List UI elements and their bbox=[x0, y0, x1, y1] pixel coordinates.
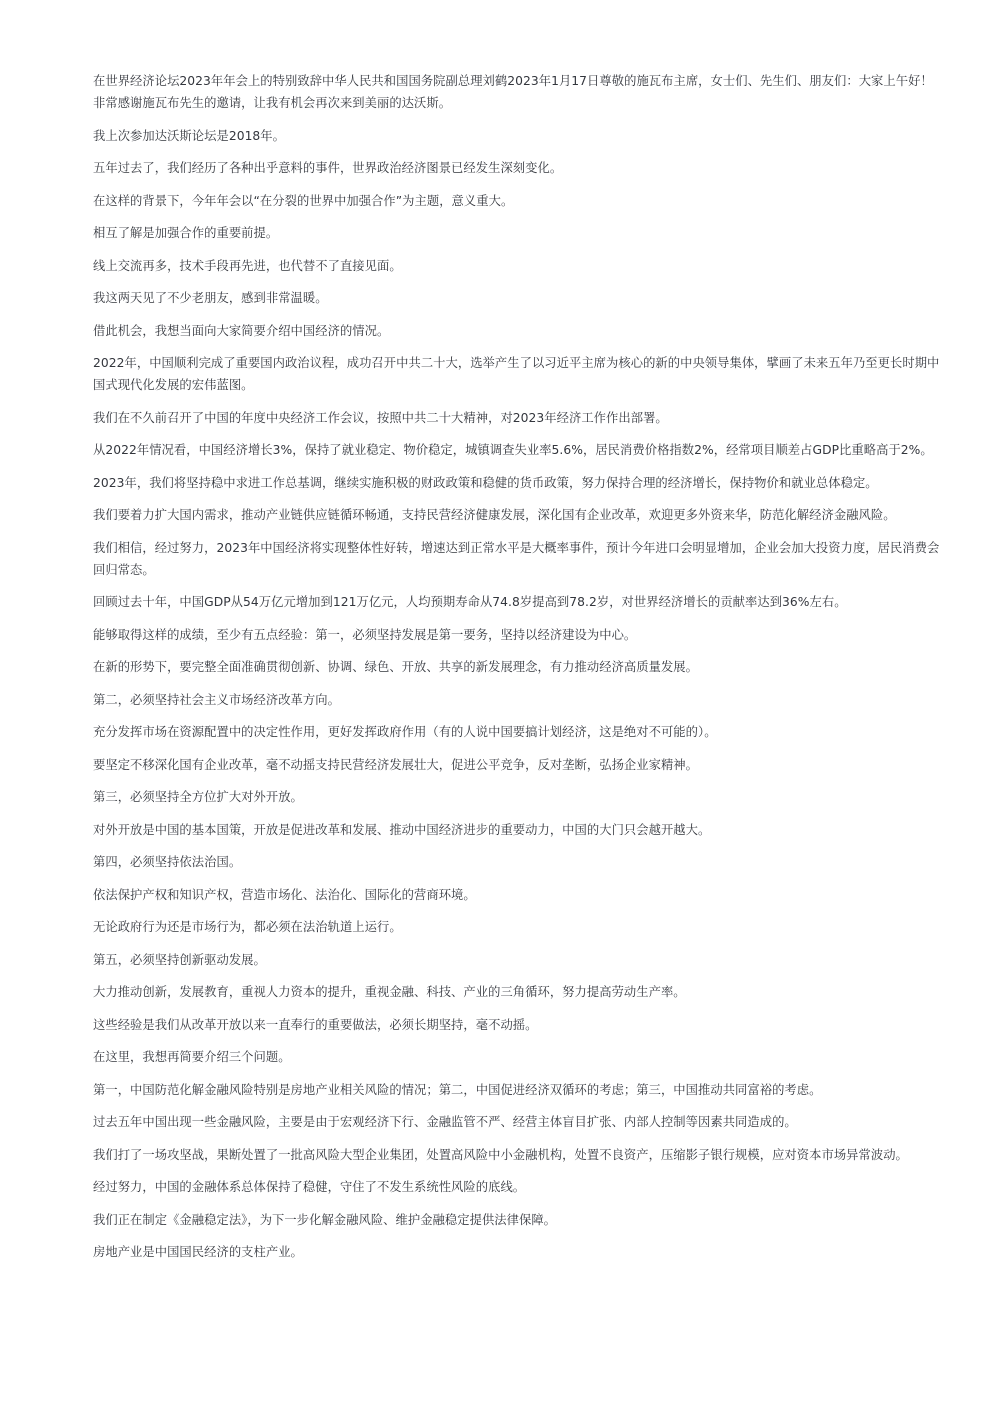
paragraph: 线上交流再多，技术手段再先进，也代替不了直接见面。 bbox=[93, 258, 402, 273]
paragraph: 2023年，我们将坚持稳中求进工作总基调，继续实施积极的财政政策和稳健的货币政策，努力保持合理的经济增长，保持物价和就业总体稳定。 bbox=[93, 475, 878, 490]
paragraph: 这些经验是我们从改革开放以来一直奉行的重要做法，必须长期坚持，毫不动摇。 bbox=[93, 1017, 538, 1032]
paragraph: 第五，必须坚持创新驱动发展。 bbox=[93, 952, 266, 967]
paragraph: 过去五年中国出现一些金融风险，主要是由于宏观经济下行、金融监管不严、经营主体盲目扩张、内部人控制等因素共同造成的。 bbox=[93, 1115, 797, 1129]
paragraph: 房地产业是中国国民经济的支柱产业。 bbox=[93, 1245, 303, 1259]
paragraph: 大力推动创新，发展教育，重视人力资本的提升，重视金融、科技、产业的三角循环，努力提高劳动生产率。 bbox=[93, 985, 686, 999]
paragraph: 经过努力，中国的金融体系总体保持了稳健，守住了不发生系统性风险的底线。 bbox=[93, 1180, 526, 1194]
paragraph: 第一，中国防范化解金融风险特别是房地产业相关风险的情况；第二，中国促进经济双循环的考虑；第三，中国推动共同富裕的考虑。 bbox=[93, 1082, 822, 1097]
paragraph: 要坚定不移深化国有企业改革，毫不动摇支持民营经济发展壮大，促进公平竞争，反对垄断，弘扬企业家精神。 bbox=[93, 757, 698, 772]
paragraph: 从2022年情况看，中国经济增长3%，保持了就业稳定、物价稳定，城镇调查失业率5.6%，居民消费价格指数2%，经常项目顺差占GDP比重略高于2%。 bbox=[93, 443, 933, 457]
paragraph: 能够取得这样的成绩，至少有五点经验：第一，必须坚持发展是第一要务，坚持以经济建设为中心。 bbox=[93, 627, 637, 642]
paragraph: 无论政府行为还是市场行为，都必须在法治轨道上运行。 bbox=[93, 920, 402, 934]
paragraph: 在世界经济论坛2023年年会上的特别致辞中华人民共和国国务院副总理刘鹤2023年1月17日尊敬的施瓦布主席，女士们、先生们、朋友们：大家上午好！非常感谢施瓦布先生的邀请，让我有机会再次来到美丽的达沃斯。 bbox=[93, 74, 933, 110]
paragraph: 2022年，中国顺利完成了重要国内政治议程，成功召开中共二十大，选举产生了以习近平主席为核心的新的中央领导集体，擘画了未来五年乃至更长时期中国式现代化发展的宏伟蓝图。 bbox=[93, 356, 940, 392]
paragraph: 相互了解是加强合作的重要前提。 bbox=[93, 226, 279, 240]
paragraph: 我们相信，经过努力，2023年中国经济将实现整体性好转，增速达到正常水平是大概率事件，预计今年进口会明显增加，企业会加大投资力度，居民消费会回归常态。 bbox=[93, 540, 940, 577]
paragraph: 第四，必须坚持依法治国。 bbox=[93, 855, 242, 869]
paragraph: 在这样的背景下，今年年会以“在分裂的世界中加强合作”为主题，意义重大。 bbox=[93, 193, 514, 208]
paragraph: 我们在不久前召开了中国的年度中央经济工作会议，按照中共二十大精神，对2023年经济工作作出部署。 bbox=[93, 410, 668, 425]
paragraph: 我这两天见了不少老朋友，感到非常温暖。 bbox=[93, 291, 328, 305]
paragraph: 第三，必须坚持全方位扩大对外开放。 bbox=[93, 790, 303, 804]
paragraph: 我上次参加达沃斯论坛是2018年。 bbox=[93, 128, 286, 143]
paragraph: 第二，必须坚持社会主义市场经济改革方向。 bbox=[93, 692, 340, 707]
paragraph: 五年过去了，我们经历了各种出乎意料的事件，世界政治经济图景已经发生深刻变化。 bbox=[93, 161, 563, 175]
paragraph: 我们打了一场攻坚战，果断处置了一批高风险大型企业集团，处置高风险中小金融机构，处置不良资产，压缩影子银行规模，应对资本市场异常波动。 bbox=[93, 1147, 908, 1162]
paragraph: 在这里，我想再简要介绍三个问题。 bbox=[93, 1050, 291, 1064]
paragraph: 我们要着力扩大国内需求，推动产业链供应链循环畅通，支持民营经济健康发展，深化国有企业改革，欢迎更多外资来华，防范化解经济金融风险。 bbox=[93, 508, 896, 522]
paragraph: 借此机会，我想当面向大家简要介绍中国经济的情况。 bbox=[93, 323, 390, 338]
document-body bbox=[93, 70, 943, 1274]
paragraph: 依法保护产权和知识产权，营造市场化、法治化、国际化的营商环境。 bbox=[93, 887, 476, 902]
paragraph: 回顾过去十年，中国GDP从54万亿元增加到121万亿元，人均预期寿命从74.8岁提高到78.2岁，对世界经济增长的贡献率达到36%左右。 bbox=[93, 595, 847, 609]
paragraph: 在新的形势下，要完整全面准确贯彻创新、协调、绿色、开放、共享的新发展理念，有力推动经济高质量发展。 bbox=[93, 660, 698, 674]
paragraph: 我们正在制定《金融稳定法》，为下一步化解金融风险、维护金融稳定提供法律保障。 bbox=[93, 1212, 557, 1227]
paragraph: 对外开放是中国的基本国策，开放是促进改革和发展、推动中国经济进步的重要动力，中国的大门只会越开越大。 bbox=[93, 822, 711, 837]
paragraph: 充分发挥市场在资源配置中的决定性作用，更好发挥政府作用（有的人说中国要搞计划经济，这是绝对不可能的）。 bbox=[93, 725, 717, 739]
